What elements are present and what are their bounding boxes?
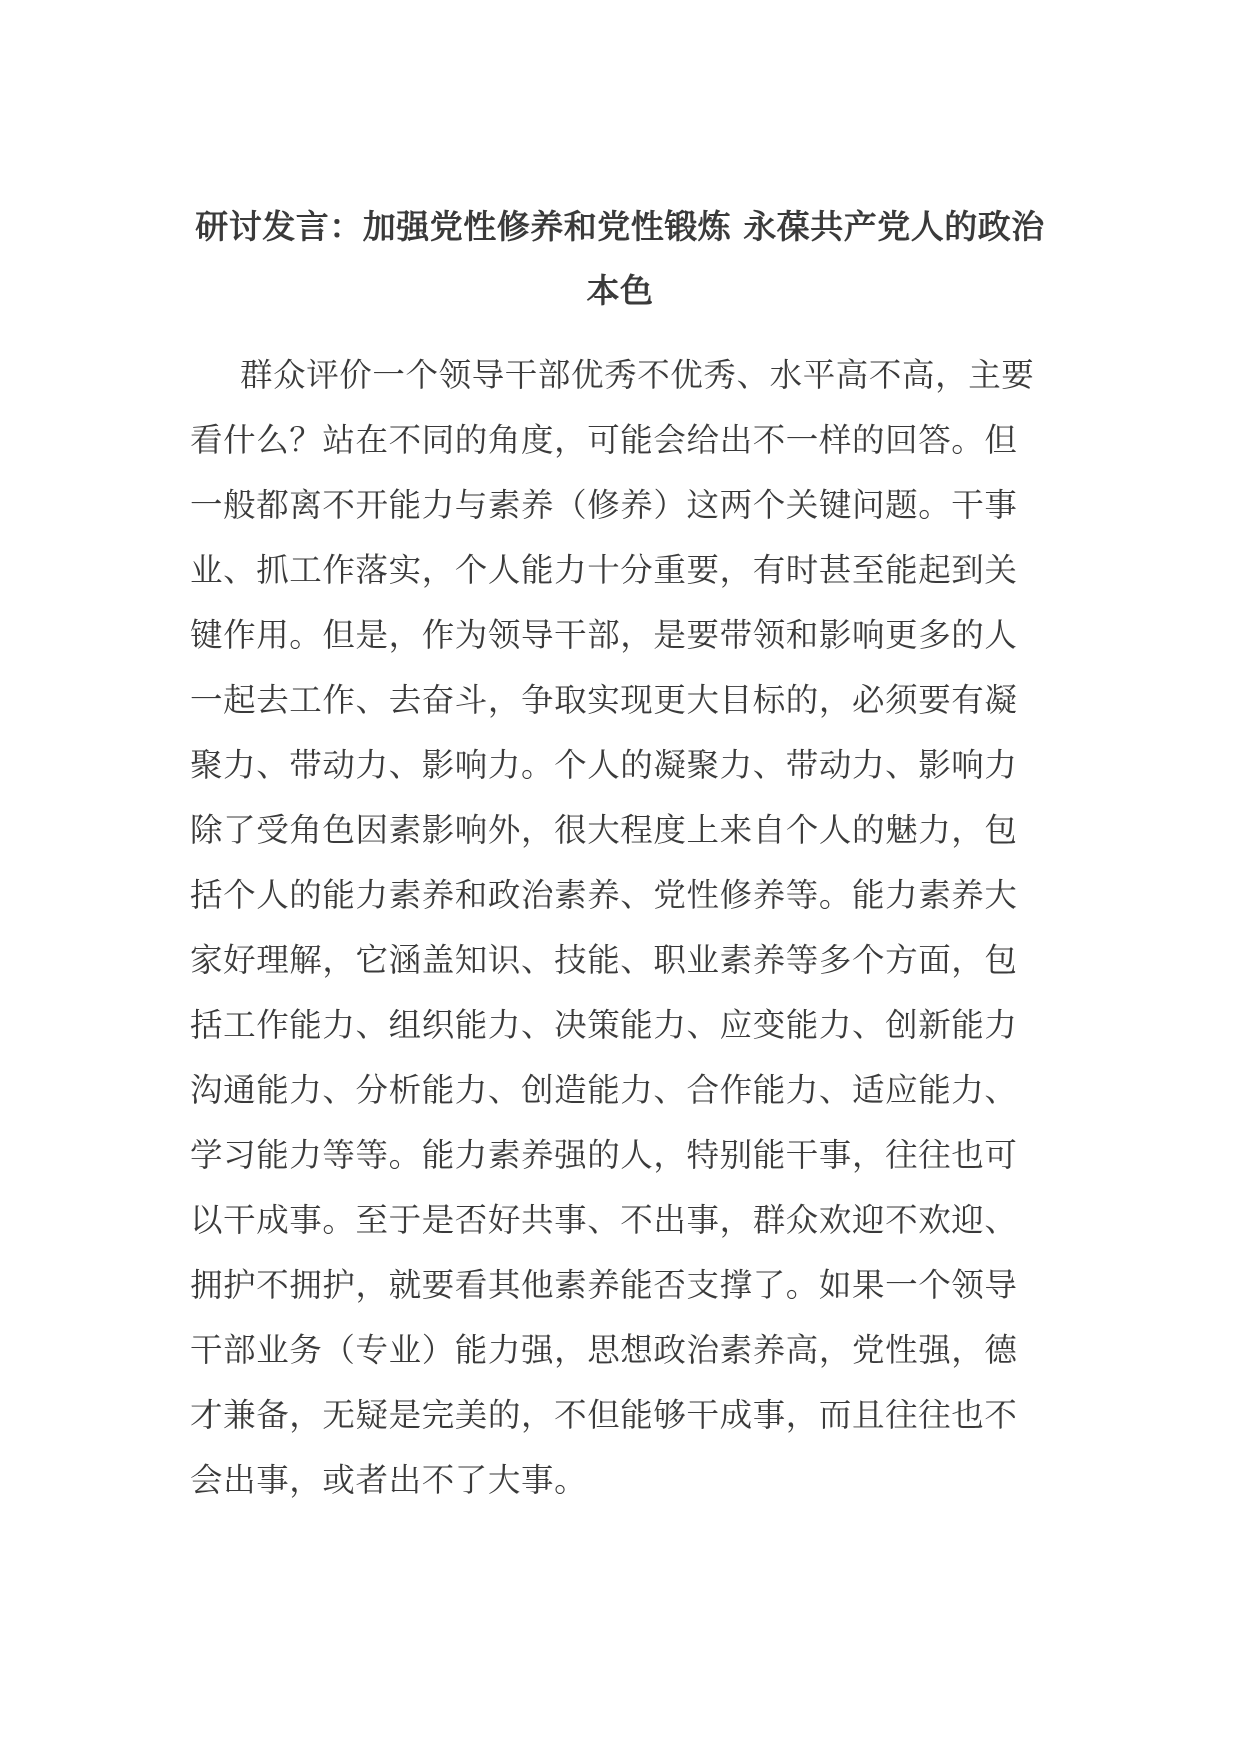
paragraph-line-5: 键作用。但是，作为领导干部，是要带领和影响更多的人 — [190, 616, 1018, 654]
paragraph-line-8: 除了受角色因素影响外，很大程度上来自个人的魅力，包 — [190, 811, 1018, 849]
document-title — [190, 195, 1050, 323]
paragraph-line-6: 一起去工作、去奋斗，争取实现更大目标的，必须要有凝 — [190, 681, 1018, 719]
paragraph-line-2: 看什么？站在不同的角度，可能会给出不一样的回答。但 — [190, 421, 1018, 459]
paragraph-line-14: 以干成事。至于是否好共事、不出事，群众欢迎不欢迎、 — [190, 1201, 1018, 1239]
paragraph-line-18: 会出事，或者出不了大事。 — [190, 1461, 588, 1499]
title-line-1: 研讨发言：加强党性修养和党性锻炼 永葆共产党人的政治 — [195, 207, 1045, 246]
paragraph-line-4: 业、抓工作落实，个人能力十分重要，有时甚至能起到关 — [190, 551, 1018, 589]
title-line-2: 本色 — [586, 271, 654, 310]
body-paragraph — [190, 343, 1050, 1513]
paragraph-line-3: 一般都离不开能力与素养（修养）这两个关键问题。干事 — [190, 486, 1018, 524]
paragraph-line-10: 家好理解，它涵盖知识、技能、职业素养等多个方面，包 — [190, 941, 1018, 979]
paragraph-line-15: 拥护不拥护，就要看其他素养能否支撑了。如果一个领导 — [190, 1266, 1018, 1304]
paragraph-line-17: 才兼备，无疑是完美的，不但能够干成事，而且往往也不 — [190, 1396, 1018, 1434]
paragraph-line-12: 沟通能力、分析能力、创造能力、合作能力、适应能力、 — [190, 1071, 1018, 1109]
paragraph-line-13: 学习能力等等。能力素养强的人，特别能干事，往往也可 — [190, 1136, 1018, 1174]
paragraph-line-11: 括工作能力、组织能力、决策能力、应变能力、创新能力 — [190, 1006, 1018, 1044]
paragraph-line-16: 干部业务（专业）能力强，思想政治素养高，党性强，德 — [190, 1331, 1018, 1369]
paragraph-line-1: 群众评价一个领导干部优秀不优秀、水平高不高，主要 — [240, 356, 1035, 394]
paragraph-line-7: 聚力、带动力、影响力。个人的凝聚力、带动力、影响力 — [190, 746, 1018, 784]
paragraph-line-9: 括个人的能力素养和政治素养、党性修养等。能力素养大 — [190, 876, 1018, 914]
